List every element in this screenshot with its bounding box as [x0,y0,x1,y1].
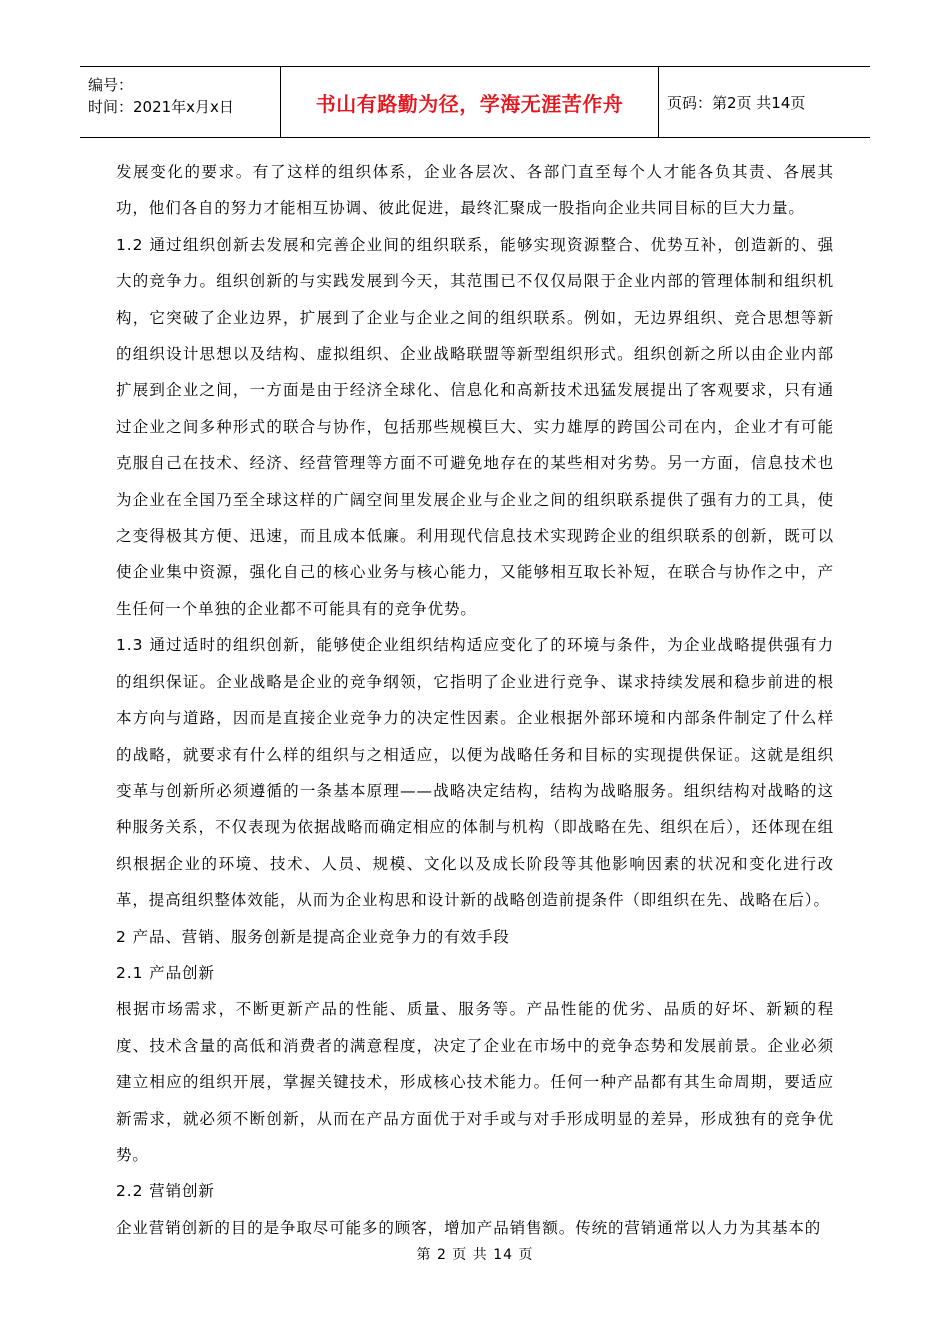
paragraph: 1.3 通过适时的组织创新，能够使企业组织结构适应变化了的环境与条件，为企业战略提供强有力的组织保证。企业战略是企业的竞争纲领，它指明了企业进行竞争、谋求持续发展和稳步前进的根本方向与道路，因而是直接企业竞争力的决定性因素。企业根据外部环境和内部条件制定了什么样的战略，就要求有什么样的组织与之相适应，以便为战略任务和目标的实现提供保证。这就是组织变革与创新所必须遵循的一条基本原理——战略决定结构，结构为战略服务。组织结构对战略的这种服务关系，不仅表现为依据战略而确定相应的体制与机构（即战略在先、组织在后），还体现在组织根据企业的环境、技术、人员、规模、文化以及成长阶段等其他影响因素的状况和变化进行改革，提高组织整体效能，从而为企业构思和设计新的战略创造前提条件（即组织在先、战略在后）。 [116,636,834,910]
header-motto: 书山有路勤为径，学海无涯苦作舟 [281,67,659,137]
document-number-label: 编号： [88,76,134,94]
page-header [80,66,870,138]
header-page-label: 页码：第2页 共14页 [667,93,806,112]
paragraph: 1.2 通过组织创新去发展和完善企业间的组织联系，能够实现资源整合、优势互补，创造新的、强大的竞争力。组织创新的与实践发展到今天，其范围已不仅仅局限于企业内部的管理体制和组织机构，它突破了企业边界，扩展到了企业与企业之间的组织联系。例如，无边界组织、竞合思想等新的组织设计思想以及结构、虚拟组织、企业战略联盟等新型组织形式。组织创新之所以由企业内部扩展到企业之间，一方面是由于经济全球化、信息化和高新技术迅猛发展提出了客观要求，只有通过企业之间多种形式的联合与协作，包括那些规模巨大、实力雄厚的跨国公司在内，企业才有可能克服自己在技术、经济、经营管理等方面不可避免地存在的某些相对劣势。另一方面，信息技术也为企业在全国乃至全球这样的广阔空间里发展企业与企业之间的组织联系提供了强有力的工具，使之变得极其方便、迅速，而且成本低廉。利用现代信息技术实现跨企业的组织联系的创新，既可以使企业集中资源，强化自己的核心业务与核心能力，又能够相互取长补短，在联合与协作之中，产生任何一个单独的企业都不可能具有的竞争优势。 [116,235,834,618]
paragraph: 企业营销创新的目的是争取尽可能多的顾客，增加产品销售额。传统的营销通常以人力为其基本的 [116,1218,822,1237]
subsection-heading: 2.2 营销创新 [116,1182,215,1201]
page-footer: 第 2 页 共 14 页 [416,1247,534,1263]
paragraph: 根据市场需求，不断更新产品的性能、质量、服务等。产品性能的优劣、品质的好坏、新颖的程度、技术含量的高低和消费者的满意程度，决定了企业在市场中的竞争态势和发展前景。企业必须建立相应的组织开展，掌握关键技术，形成核心技术能力。任何一种产品都有其生命周期，要适应新需求，就必须不断创新，从而在产品方面优于对手或与对手形成明显的差异，形成独有的竞争优势。 [116,1000,834,1164]
document-date-label: 时间：2021年x月x日 [88,98,234,116]
subsection-heading: 2.1 产品创新 [116,963,215,982]
paragraph: 发展变化的要求。有了这样的组织体系，企业各层次、各部门直至每个人才能各负其责、各展其功，他们各自的努力才能相互协调、彼此促进，最终汇聚成一股指向企业共同目标的巨大力量。 [116,163,834,218]
document-body [116,154,834,1246]
header-meta [80,67,281,137]
section-heading: 2 产品、营销、服务创新是提高企业竞争力的有效手段 [116,927,510,946]
